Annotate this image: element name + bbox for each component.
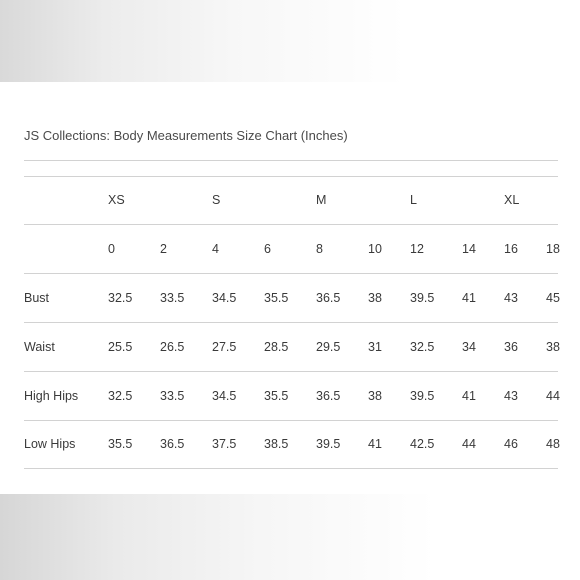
measurement-cell: 42.5 [410,437,435,451]
size-group-header: XS [108,193,125,207]
measurement-cell: 38 [368,389,382,403]
row-divider [24,468,558,469]
measurement-cell: 41 [368,437,382,451]
measurement-cell: 41 [462,389,476,403]
measurement-cell: 34.5 [212,291,237,305]
measurement-cell: 32.5 [108,389,133,403]
measurement-cell: 37.5 [212,437,237,451]
row-divider [24,371,558,372]
measurement-cell: 39.5 [410,389,435,403]
measurement-cell: 27.5 [212,340,237,354]
row-label: Low Hips [24,437,76,451]
row-divider [24,160,558,161]
numeric-size-header: 16 [504,242,518,256]
measurement-cell: 48 [546,437,560,451]
size-group-header: S [212,193,221,207]
measurement-cell: 39.5 [316,437,341,451]
measurement-cell: 29.5 [316,340,341,354]
size-group-header: M [316,193,327,207]
measurement-cell: 41 [462,291,476,305]
measurement-cell: 31 [368,340,382,354]
size-chart-card [0,82,580,494]
row-divider [24,176,558,177]
row-label: High Hips [24,389,79,403]
measurement-cell: 43 [504,389,518,403]
numeric-size-header: 18 [546,242,560,256]
measurement-cell: 33.5 [160,389,185,403]
numeric-size-header: 8 [316,242,323,256]
numeric-size-header: 2 [160,242,167,256]
numeric-size-header: 0 [108,242,115,256]
row-label: Bust [24,291,50,305]
measurement-cell: 28.5 [264,340,289,354]
row-divider [24,224,558,225]
measurement-cell: 38 [368,291,382,305]
numeric-size-header: 14 [462,242,476,256]
measurement-cell: 44 [462,437,476,451]
measurement-cell: 35.5 [264,291,289,305]
row-divider [24,273,558,274]
measurement-cell: 38 [546,340,560,354]
measurement-cell: 38.5 [264,437,289,451]
measurement-cell: 34 [462,340,476,354]
measurement-cell: 26.5 [160,340,185,354]
numeric-size-header: 12 [410,242,424,256]
measurement-cell: 35.5 [264,389,289,403]
measurement-cell: 39.5 [410,291,435,305]
row-divider [24,322,558,323]
measurement-cell: 36.5 [316,389,341,403]
measurement-cell: 25.5 [108,340,133,354]
background-top [0,0,580,82]
row-label: Waist [24,340,55,354]
measurement-cell: 32.5 [108,291,133,305]
measurement-cell: 35.5 [108,437,133,451]
measurement-cell: 32.5 [410,340,435,354]
measurement-cell: 36.5 [160,437,185,451]
row-divider [24,420,558,421]
numeric-size-header: 10 [368,242,382,256]
measurement-cell: 36.5 [316,291,341,305]
background-bottom [0,494,580,580]
numeric-size-header: 4 [212,242,219,256]
size-group-header: L [410,193,417,207]
measurement-cell: 33.5 [160,291,185,305]
measurement-cell: 46 [504,437,518,451]
chart-title: JS Collections: Body Measurements Size Chart (Inches) [24,128,348,143]
measurement-cell: 36 [504,340,518,354]
measurement-cell: 34.5 [212,389,237,403]
measurement-cell: 44 [546,389,560,403]
numeric-size-header: 6 [264,242,271,256]
size-group-header: XL [504,193,520,207]
measurement-cell: 45 [546,291,560,305]
measurement-cell: 43 [504,291,518,305]
